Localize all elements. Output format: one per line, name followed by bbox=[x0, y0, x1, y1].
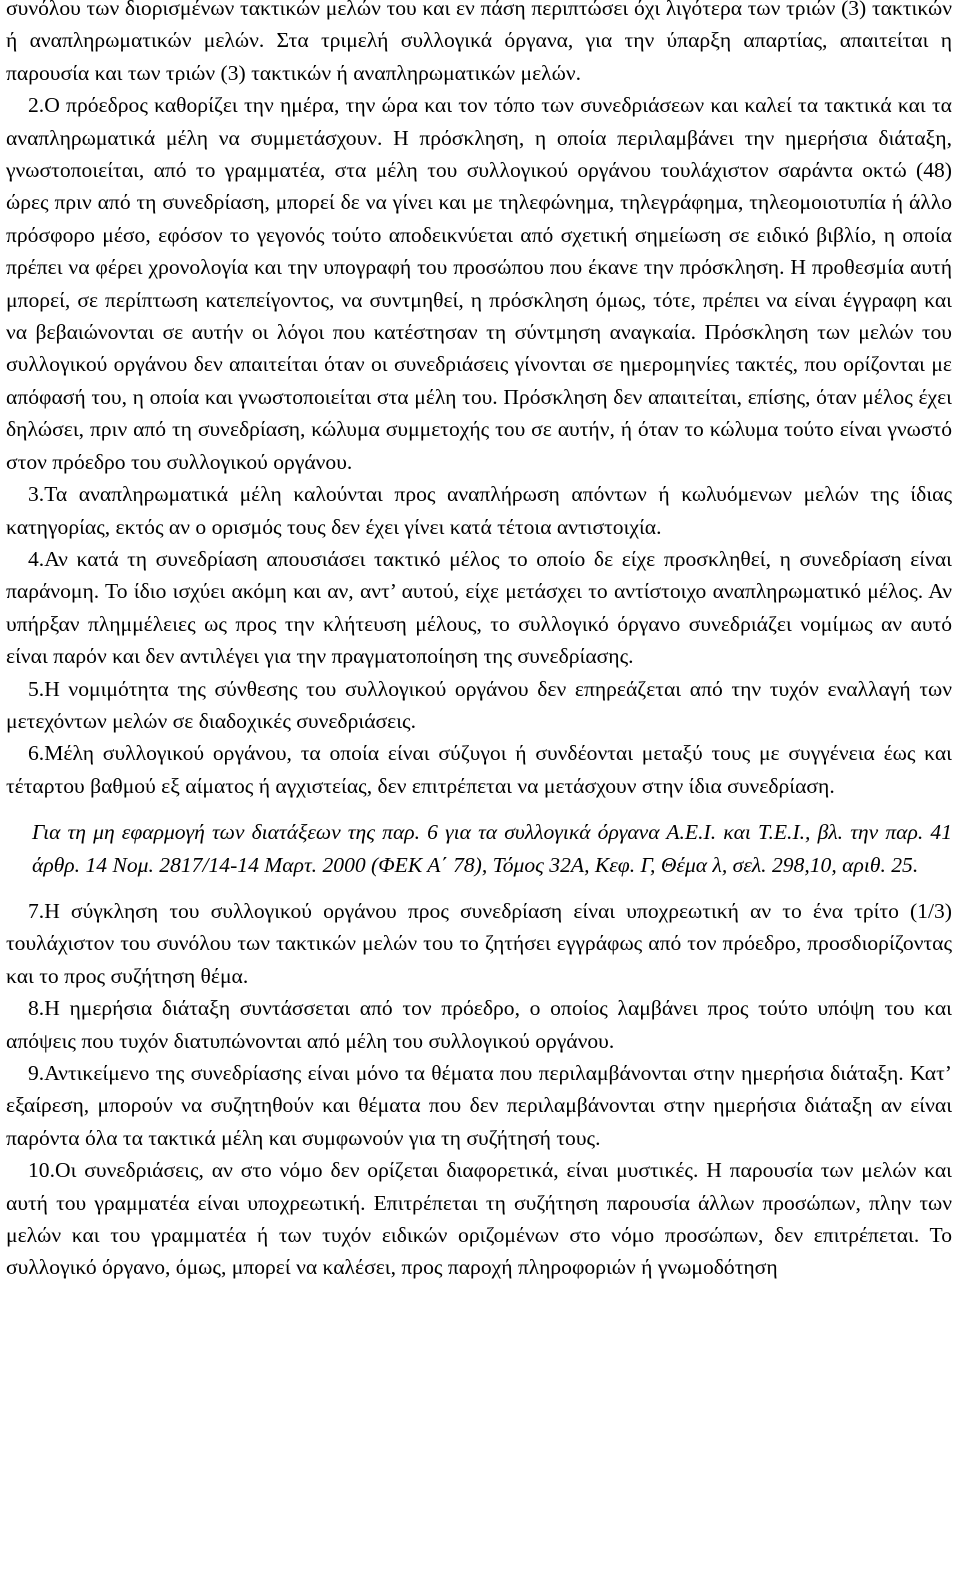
paragraph-5: 5.Η νομιμότητα της σύνθεσης του συλλογικού οργάνου δεν επηρεάζεται από την τυχόν εναλλαγή των μετεχόντων μελών σε διαδοχικές συνεδριάσεις. bbox=[6, 676, 952, 733]
paragraph-8: 8.Η ημερήσια διάταξη συντάσσεται από τον πρόεδρο, ο οποίος λαμβάνει προς τούτο υπόψη του και απόψεις που τυχόν διατυπώνονται από μέλη του συλλογικού οργάνου. bbox=[6, 996, 952, 1053]
paragraph-9: 9.Αντικείμενο της συνεδρίασης είναι μόνο τα θέματα που περιλαμβάνονται στην ημερήσια διάταξη. Κατ’ εξαίρεση, μπορούν να συζητηθούν και θέματα που δεν περιλαμβάνονται στην ημερήσια διάταξη αν είναι παρόντα όλα τα τακτικά μέλη και συμφωνούν για τη συζήτησή τους. bbox=[6, 1061, 952, 1150]
paragraph-7: 7.Η σύγκληση του συλλογικού οργάνου προς συνεδρίαση είναι υποχρεωτική αν το ένα τρίτο (1/3) τουλάχιστον του συνόλου των τακτικών μελών του το ζητήσει εγγράφως από τον πρόεδρο, προσδιορίζοντας και το προς συζήτηση θέμα. bbox=[6, 898, 952, 988]
italic-note: Για τη μη εφαρμογή των διατάξεων της παρ. 6 για τα συλλογικά όργανα Α.Ε.Ι. και Τ.Ε.Ι., βλ. την παρ. 41 άρθρ. 14 Νομ. 2817/14-14 Μαρτ. 2000 (ΦΕΚ Α΄ 78), Τόμος 32Α, Κεφ. Γ, Θέμα λ, σελ. 298,10, αριθ. 25. bbox=[32, 820, 952, 877]
paragraph-2: 2.Ο πρόεδρος καθορίζει την ημέρα, την ώρα και τον τόπο των συνεδριάσεων και καλεί τα τακτικά και τα αναπληρωματικά μέλη να συμμετάσχουν. Η πρόσκληση, η οποία περιλαμβάνει την ημερήσια διάταξη, γνωστοποιείται, από το γραμματέα, στα μέλη του συλλογικού οργάνου τουλάχιστον σαράντα οκτώ (48) ώρες πριν από τη συνεδρίαση, μπορεί δε να γίνει και με τηλεφώνημα, τηλεγράφημα, τηλεομοιοτυπία ή άλλο πρόσφορο μέσο, εφόσον το γεγονός τούτο αποδεικνύεται από σχετική σημείωση σε ειδικό βιβλίο, η οποία πρέπει να φέρει χρονολογία και την υπογραφή του προσώπου που έκανε την πρόσκληση. Η προθεσμία αυτή μπορεί, σε περίπτωση κατεπείγοντος, να συντμηθεί, η πρόσκληση όμως, τότε, πρέπει να είναι έγγραφη και να βεβαιώνονται σε αυτήν οι λόγοι που κατέστησαν τη σύντμηση αναγκαία. Πρόσκληση των μελών του συλλογικού οργάνου δεν απαιτείται όταν οι συνεδριάσεις γίνονται σε ημερομηνίες τακτές, που ορίζονται με απόφασή του, η οποία και γνωστοποιείται στα μέλη του. Πρόσκληση δεν απαιτείται, επίσης, όταν μέλος έχει δηλώσει, πριν από τη συνεδρίαση, κώλυμα συμμετοχής του σε αυτήν, ή όταν το κώλυμα τούτο είναι γνωστό στον πρόεδρο του συλλογικού οργάνου. bbox=[6, 93, 952, 474]
paragraph-1-continuation: συνόλου των διορισμένων τακτικών μελών του και εν πάση περιπτώσει όχι λιγότερα των τριών (3) τακτικών ή αναπληρωματικών μελών. Στα τριμελή συλλογικά όργανα, για την ύπαρξη απαρτίας, απαιτείται η παρουσία και των τριών (3) τακτικών ή αναπληρωματικών μελών. bbox=[6, 0, 952, 85]
paragraph-4: 4.Αν κατά τη συνεδρίαση απουσιάσει τακτικό μέλος το οποίο δε είχε προσκληθεί, η συνεδρίαση είναι παράνομη. Το ίδιο ισχύει ακόμη και αν, αντ’ αυτού, είχε μετάσχει το αντίστοιχο αναπληρωματικό μέλος. Αν υπήρξαν πλημμέλειες ως προς την κλήτευση μέλους, το συλλογικό όργανο συνεδριάζει νομίμως αν αυτό είναι παρόν και δεν αντιλέγει για την πραγματοποίηση της συνεδρίασης. bbox=[6, 546, 952, 669]
paragraph-10: 10.Οι συνεδριάσεις, αν στο νόμο δεν ορίζεται διαφορετικά, είναι μυστικές. Η παρουσία των μελών και αυτή του γραμματέα είναι υποχρεωτική. Επιτρέπεται τη συζήτηση παρουσία άλλων προσώπων, πλην των μελών και του γραμματέα ή των τυχόν ειδικών οριζομένων στο νόμο προσώπων, δεν επιτρέπεται. Το συλλογικό όργανο, όμως, μπορεί να καλέσει, προς παροχή πληροφοριών ή γνωμοδότηση bbox=[6, 1158, 952, 1280]
paragraph-3: 3.Τα αναπληρωματικά μέλη καλούνται προς αναπλήρωση απόντων ή κωλυόμενων μελών της ίδιας κατηγορίας, εκτός αν ο ορισμός τους δεν έχει γίνει κατά τέτοια αντιστοιχία. bbox=[6, 482, 952, 539]
paragraph-6: 6.Μέλη συλλογικού οργάνου, τα οποία είναι σύζυγοι ή συνδέονται μεταξύ τους με συγγένεια έως και τέταρτου βαθμού εξ αίματος ή αγχιστείας, δεν επιτρέπεται να μετάσχουν στην ίδια συνεδρίαση. bbox=[6, 741, 952, 798]
